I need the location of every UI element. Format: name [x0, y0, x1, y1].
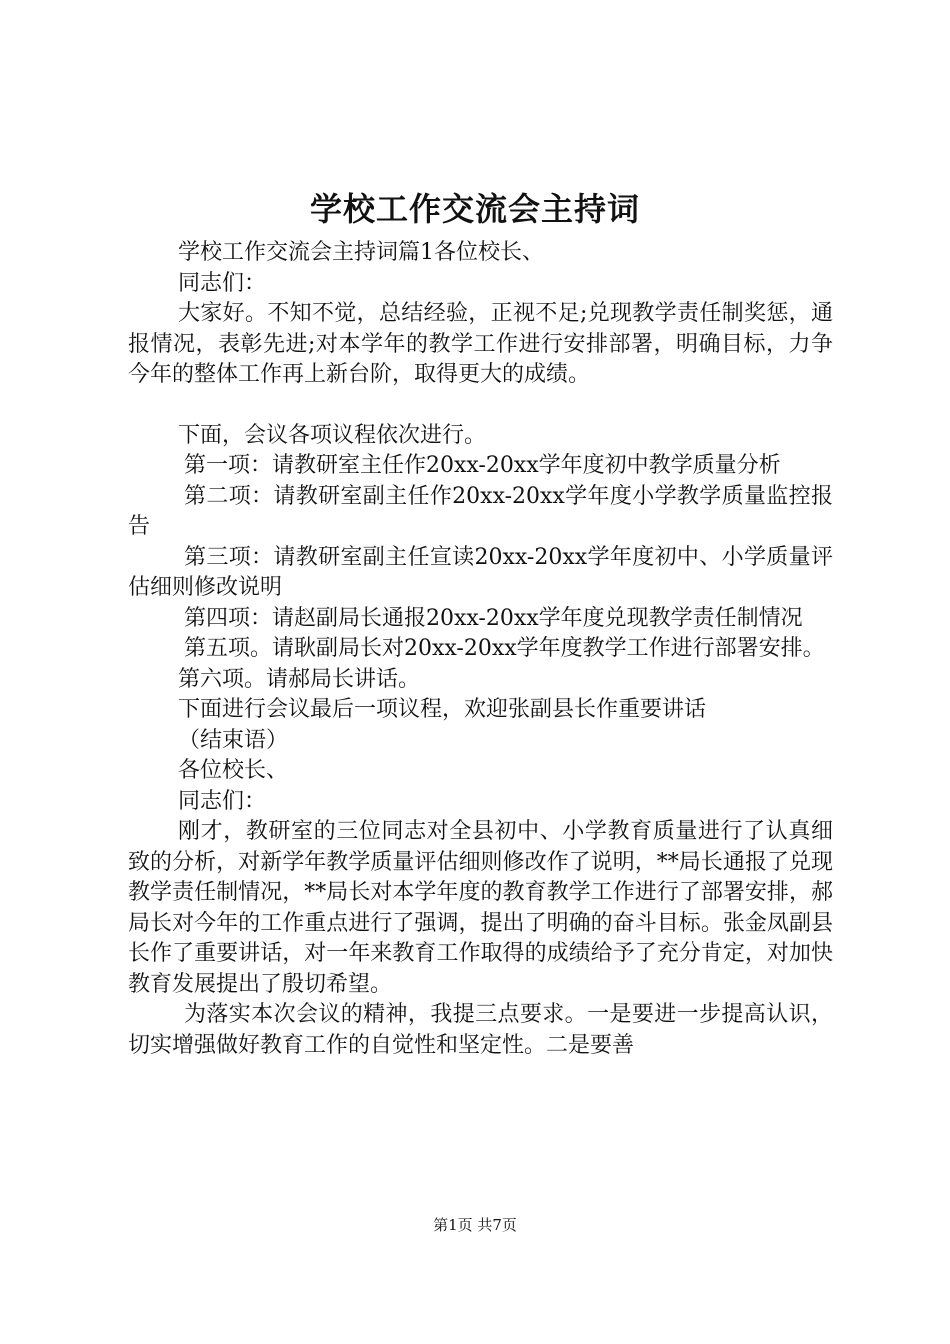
paragraph: 大家好。不知不觉，总结经验，正视不足;兑现教学责任制奖惩，通报情况，表彰先进;对本学年的教学工作进行安排部署，明确目标，力争今年的整体工作再上新台阶，取得更大的成绩。: [128, 301, 833, 387]
agenda-item: 第四项：请赵副局长通报20xx-20xx学年度兑现教学责任制情况: [184, 605, 803, 631]
agenda-item: 第五项。请耿副局长对20xx-20xx学年度教学工作进行部署安排。: [184, 636, 825, 661]
document-body: [128, 238, 833, 1061]
page-footer: 第1页 共7页: [433, 1216, 517, 1234]
paragraph: （结束语）: [178, 727, 289, 753]
paragraph: 各位校长、: [178, 758, 289, 783]
agenda-item: 第二项：请教研室副主任作20xx-20xx学年度小学教学质量监控报告: [128, 483, 833, 539]
paragraph: 为落实本次会议的精神，我提三点要求。一是要进一步提高认识，切实增强做好教育工作的自觉性和坚定性。二是要善: [128, 1002, 833, 1058]
agenda-item: 第一项：请教研室主任作20xx-20xx学年度初中教学质量分析: [184, 453, 781, 478]
paragraph: 同志们：: [178, 270, 267, 296]
paragraph: 下面进行会议最后一项议程，欢迎张副县长作重要讲话: [178, 697, 707, 722]
paragraph: 下面，会议各项议程依次进行。: [178, 422, 487, 448]
paragraph: 学校工作交流会主持词篇1各位校长、: [178, 240, 544, 265]
paragraph: 同志们：: [178, 788, 267, 814]
agenda-item: 第三项：请教研室副主任宣读20xx-20xx学年度初中、小学质量评估细则修改说明: [128, 544, 833, 600]
document-title: 学校工作交流会主持词: [309, 190, 640, 228]
agenda-item: 第六项。请郝局长讲话。: [178, 666, 421, 692]
paragraph: 刚才，教研室的三位同志对全县初中、小学教育质量进行了认真细致的分析，对新学年教学质量评估细则修改作了说明，**局长通报了兑现教学责任制情况，**局长对本学年度的教育教学工作进行了部署安排，郝局长对今年的工作重点进行了强调，提出了明确的奋斗目标。张金凤副县长作了重要讲话，对一年来教育工作取得的成绩给予了充分肯定，对加快教育发展提出了殷切希望。: [128, 819, 833, 997]
